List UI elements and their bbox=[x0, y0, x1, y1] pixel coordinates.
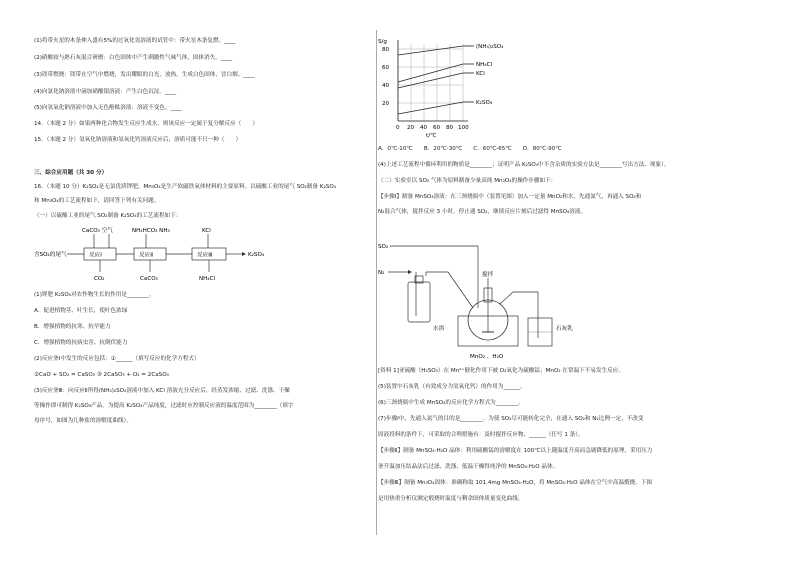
q16-2: (2)反应釜Ⅰ中发生的反应包括：①______（填写反应的化学方程式） bbox=[34, 356, 200, 362]
q16-3-line-1: (3)反应釜Ⅲ：向反应Ⅱ所得(NH₄)₂SO₄溶液中加入 KCl 溶液充分反应后，经蒸发浓缩、过滤、洗涤、干燥 bbox=[34, 388, 290, 394]
xtick-0: 0 bbox=[396, 125, 400, 131]
graph-xlabel: t/℃ bbox=[426, 133, 437, 138]
flow-input-3: KCl bbox=[202, 228, 211, 234]
xtick-20: 20 bbox=[407, 125, 415, 131]
reactor-2-label: 反应Ⅱ bbox=[139, 252, 153, 259]
flow-input-2: NH₄HCO₃ NH₃ bbox=[132, 228, 170, 234]
so2-label: SO₂ bbox=[378, 244, 389, 250]
option-c: C．增强植物的抗病虫害、抗倒伏能力 bbox=[34, 340, 128, 346]
graph-ylabel: S/g bbox=[378, 39, 387, 45]
step-3-line-2: 是用热重分析仪测定煅烧时温度与剩余固体质量变化曲线。 bbox=[378, 496, 524, 502]
step-1-line-2: N₂混合气体，搅拌反应 3 小时。停止通 SO₂，继续反应片刻后过滤得 MnSO₄溶液。 bbox=[378, 209, 587, 215]
question-14: 14．（本题 2 分）如果两种化合物发生反应生成水，则该反应一定属于复分解反应（ ） bbox=[34, 121, 258, 127]
step-1-line-1: 【步骤Ⅰ】制备 MnSO₄溶液：在三颈烧瓶中（装置见图）加入一定量 MnO₂和水，先通氮气，再通入 SO₂和 bbox=[378, 194, 642, 200]
ytick-60: 60 bbox=[382, 65, 390, 71]
wash-bottle bbox=[408, 282, 430, 322]
left-line-2: (2)硝酸铵与熟石灰混合研磨：白色固体中产生刺激性气味气体，固体消失。____ bbox=[34, 55, 233, 61]
label-nh4cl: NH₄Cl bbox=[476, 62, 493, 68]
column-divider bbox=[376, 30, 377, 535]
xtick-40: 40 bbox=[420, 125, 428, 131]
xtick-100: 100 bbox=[458, 125, 469, 131]
q16-1: (1)钾肥 K₂SO₄对农作物生长的作用是________。 bbox=[34, 292, 155, 298]
xtick-60: 60 bbox=[433, 125, 441, 131]
q16-7-line-1: (7)步骤Ⅰ中，先通入氮气的目的是________。为使 SO₂尽可能转化完全，在通入 SO₂和 N₂比例一定、不改变 bbox=[378, 416, 644, 422]
solubility-curve-graph bbox=[378, 36, 518, 138]
lime-label: 石灰乳 bbox=[556, 326, 573, 332]
left-line-5: (5)向氢氧化钠溶液中加入无色酚酞溶液：溶液不变色。____ bbox=[34, 105, 182, 111]
ytick-20: 20 bbox=[382, 101, 390, 107]
curve-nh4-2so4 bbox=[398, 46, 463, 55]
reactor-1-label: 反应Ⅰ bbox=[89, 252, 102, 259]
q16-6: (6)三颈烧瓶中生成 MnSO₄的反应化学方程式为________。 bbox=[378, 400, 524, 406]
q16-2-equations: ②CaO + SO₂ = CaSO₃ ③ 2CaSO₃ + O₂ = 2CaSO₄ bbox=[34, 372, 169, 378]
apparatus-diagram bbox=[378, 238, 598, 364]
option-b: B．增强植物的抗寒、抗旱能力 bbox=[34, 324, 111, 330]
q16-line-2: 和 Mn₃O₄的工艺流程如下，请回答下列有关问题。 bbox=[34, 198, 160, 204]
left-line-1: (1)将带火星的木条伸入盛有5%的过氧化氢溶液的试管中：带火星木条复燃。____ bbox=[34, 38, 236, 44]
step-3-line-1: 【步骤Ⅲ】制备 Mn₃O₄固体：准确称取 101.4mg MnSO₄·H₂O，将 MnSO₄·H₂O 晶体在空气中高温煅烧，下图 bbox=[378, 480, 653, 486]
part-2-intro: （二）实验室以 SO₂ 气体为原料制备少量高纯 Mn₃O₄的操作步骤如下： bbox=[378, 178, 557, 184]
ytick-80: 80 bbox=[382, 47, 390, 53]
n2-label: N₂ bbox=[378, 270, 385, 276]
q16-line-1: 16．（本题 10 分）K₂SO₄是无氯优质钾肥，Mn₃O₄是生产软磁铁氧体材料的主要原料。以硫酸工业的尾气 SO₂制备 K₂SO₄ bbox=[34, 184, 336, 190]
stir-label: 搅拌 bbox=[482, 272, 494, 278]
flow-output-3: NH₄Cl bbox=[199, 276, 216, 282]
process-flow-diagram bbox=[34, 222, 284, 286]
reactor-3-label: 反应Ⅲ bbox=[197, 252, 213, 259]
bath-label: 水浴 bbox=[433, 326, 445, 332]
q16-7-line-2: 固液投料的条件下，可采取的合理措施有：及时搅拌反应物、______（任写 1 条）。 bbox=[378, 432, 584, 438]
label-kcl: KCl bbox=[476, 71, 485, 77]
material-1: [资料 1]亚硫酸（H₂SO₃）在 Mn²⁺催化作用下被 O₂氧化为硫酸锰；MnO₂ 在常温下不易发生反应。 bbox=[378, 368, 624, 374]
curve-kcl bbox=[398, 73, 463, 88]
q16-line-3: （一）以硫酸工业的尾气 SO₂制备 K₂SO₄的工艺流程如下： bbox=[34, 213, 182, 219]
flask-content-label: MnO₂ 、H₂O bbox=[470, 354, 504, 360]
label-nh4-2so4: (NH₄)₂SO₄ bbox=[476, 44, 504, 50]
section-heading: 三、综合应用题（共 30 分） bbox=[34, 170, 108, 176]
label-k2so4: K₂SO₄ bbox=[476, 100, 493, 106]
left-line-4: (4)向氯化钠溶液中滴加硝酸银溶液：产生白色沉淀。____ bbox=[34, 89, 177, 95]
curve-nh4cl bbox=[398, 64, 463, 82]
left-line-3: (3)镁带燃烧：镁带在空气中燃烧，发出耀眼的白光，放热，生成白色固体，冒白烟。____ bbox=[34, 72, 255, 78]
xtick-80: 80 bbox=[446, 125, 454, 131]
step-2-line-2: 釜升温加压结晶法后过滤、洗涤、低温干燥得纯净的 MnSO₄·H₂O 晶体。 bbox=[378, 464, 559, 470]
question-15: 15．（本题 2 分）氢氧化钠溶液和氢氧化钙溶液反应后，溶质可能不只一种（ ） bbox=[34, 137, 242, 143]
temperature-options: A．0℃-10℃ B．20℃-30℃ C．60℃-65℃ D．80℃-90℃ bbox=[378, 146, 562, 152]
q16-3-line-3: 母序号，如图为几种盐的溶解度曲线）。 bbox=[34, 418, 132, 424]
graph-grid bbox=[398, 44, 463, 121]
flow-output-2: CaCO₃ bbox=[140, 276, 158, 282]
q16-5: (5)装置中石灰乳（有效成分为氢氧化钙）的作用为______。 bbox=[378, 384, 526, 390]
ytick-40: 40 bbox=[382, 83, 390, 89]
flow-inlet: 含SO₂的尾气 bbox=[34, 252, 67, 258]
curve-k2so4 bbox=[398, 102, 463, 114]
step-2-line-1: 【步骤Ⅱ】制备 MnSO₄·H₂O 晶体：利用硫酸锰的溶解度在 100℃以上随温度升高而急剧降低的原理，采用压力 bbox=[378, 448, 653, 454]
q16-4: (4)上述工艺流程中循环利用的物质是________；证明产品 K₂SO₄中不含杂质的实验方法是________写出方法、现象）。 bbox=[378, 162, 670, 168]
flow-product: K₂SO₄ bbox=[248, 252, 265, 258]
q16-3-line-2: 等操作即可制得 K₂SO₄产品。为提高 K₂SO₄产品纯度，过滤时应控制反应液的温度范围为________（填字 bbox=[34, 403, 294, 409]
flow-output-1: CO₂ bbox=[94, 276, 105, 282]
flow-input-1: CaCO₃ 空气 bbox=[82, 228, 113, 234]
option-a: A．促进植物茎、叶生长，使叶色浓绿 bbox=[34, 308, 128, 314]
